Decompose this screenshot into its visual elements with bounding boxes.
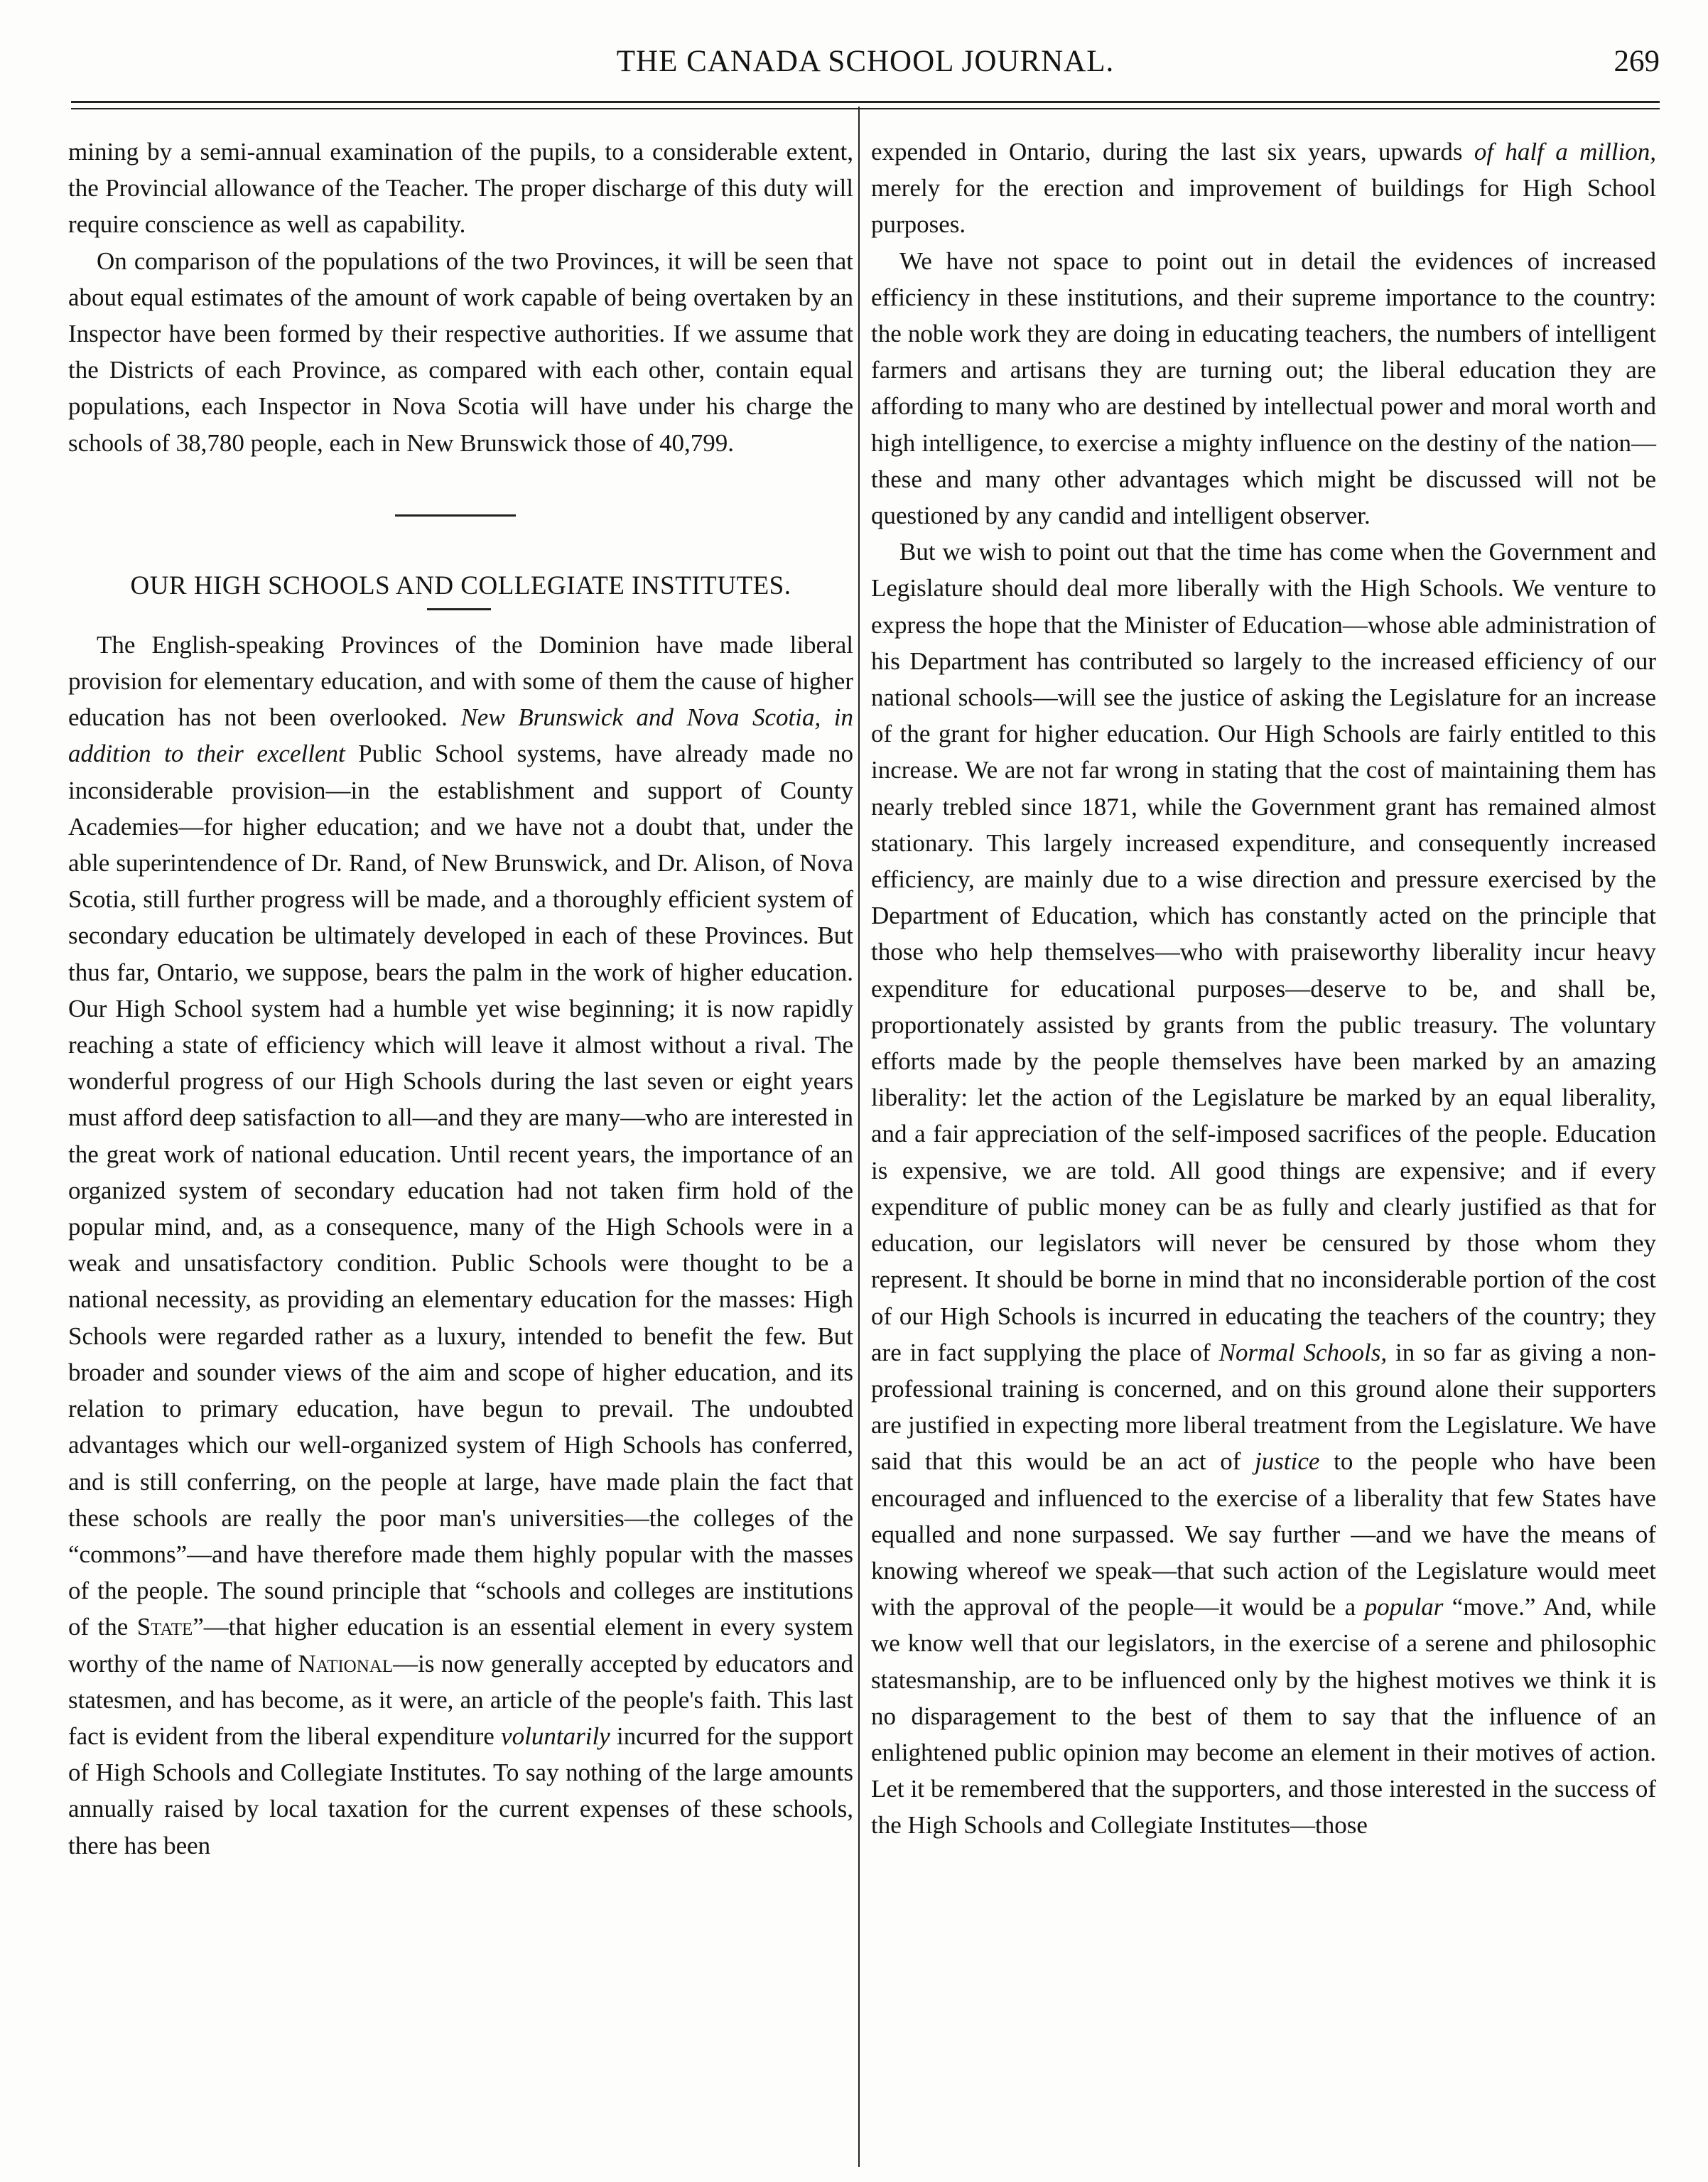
text-run: —is now generally accepted by educators and statesmen, and has become, as it were, an article of the people's faith. This last fact is evident from the liberal expenditure [68,1649,853,1750]
italic-run: voluntarily [501,1722,610,1750]
text-run: incurred for the support of High Schools and Collegiate Institutes. To say nothing of the large amounts annually raised by local taxation for the current expenses of these schools, there has been [68,1722,853,1859]
text-run: The English-speaking Provinces of the Dominion have made liberal provision for elementary education, and with some of them the cause of higher education has not been overlooked. [68,630,853,732]
page-header [71,44,1660,87]
paragraph-continued: mining by a semi-annual examination of the pupils, to a considerable extent, the Provincial allowance of the Teacher. The proper discharge of this duty will require conscience as well as capability. [68,138,853,239]
text-run: expended in Ontario, during the last six years, upwards [871,138,1474,166]
text-run: “move.” And, while we know well that our legislators, in the exercise of a serene and philosophic statesmanship, are to be influenced only by the highest motives we think it is no disparagement to the best of them to say that the influence of an enlightened public opinion may become an element in their motives of action. Let it be remembered that the supporters, and those interested in the success of the High Schools and Collegiate Institutes—those [871,1593,1656,1840]
text-run: in so far as giving a non-professional training is concerned, and on this ground alone their supporters are justified in expecting more liberal treatment from the Legislature. We have said that this would be an act of [871,1338,1656,1476]
right-column [871,134,1656,1844]
paragraph-continued [871,134,1656,243]
italic-run: of half a million, [1474,138,1656,166]
text-run: to the people who have been encouraged and influenced to the exercise of a liberality that few States have equalled and none surpassed. We say further —and we have the means of knowing whereof we speak—that such action of the Legislature would meet with the approval of the people—it would be a [871,1447,1656,1621]
running-title: THE CANADA SCHOOL JOURNAL. [616,45,1115,78]
italic-run: popular [1364,1593,1444,1621]
italic-run: New Brunswick and Nova Scotia, in addition to their excellent [68,703,853,768]
text-run: Public School systems, have already made no inconsiderable provision—in the establishment and support of County Academies—for higher education; and we have not a doubt that, under the able superintendence of Dr. Rand, of New Brunswick, and Dr. Alison, of Nova Scotia, still further progress will be made, and a thoroughly efficient system of secondary education be ultimately developed in each of these Provinces. But thus far, Ontario, we suppose, bears the palm in the work of higher education. Our High School system had a humble yet wise beginning; it is now rapidly reaching a state of efficiency which will leave it almost without a rival. The wonderful progress of our High Schools during the last seven or eight years must afford deep satisfaction to all—and they are many—who are interested in the great work of national education. Until recent years, the importance of an organized system of secondary education had not taken firm hold of the popular mind, and, as a consequence, many of the High Schools were in a weak and unsatisfactory condition. Public Schools were thought to be a national necessity, as providing an elementary education for the masses: High Schools were regarded rather as a luxury, intended to benefit the few. But broader and sounder views of the aim and scope of higher education, and its relation to primary education, have begun to prevail. The undoubted advantages which our well-organized system of High Schools has conferred, and is still conferring, on the people at large, have made plain the fact that these schools are really the poor man's universities—the colleges of the “commons”—and have therefore made them highly popular with the masses of the people. The sound principle that “schools and colleges are institutions of the [68,740,853,1641]
italic-run: justice [1255,1447,1320,1476]
text-run: ”—that higher education is an essential element in every system worthy of the name of [68,1613,853,1678]
text-run: But we wish to point out that the time has come when the Government and Legislature should deal more liberally with the High Schools. We venture to express the hope that the Minister of Education—whose able administration of his Department has contributed so largely to the increased efficiency of our national schools—will see the justice of asking the Legislature for an increase of the grant for higher education. Our High Schools are fairly entitled to this increase. We are not far wrong in stating that the cost of maintaining them has nearly trebled since 1871, while the Government grant has remained almost stationary. This largely increased expenditure, and consequently increased efficiency, are mainly due to a wise direction and pressure exercised by the Department of Education, which has constantly acted on the principle that those who help themselves—who with praiseworthy liberality incur heavy expenditure for educational purposes—deserve to be, and shall be, proportionately assisted by grants from the public treasury. The voluntary efforts made by the people themselves have been marked by an amazing liberality: let the action of the Legislature be marked by an equal liberality, and a fair appreciation of the self-imposed sacrifices of the people. Education is expensive, we are told. All good things are expensive; and if every expenditure of public money can be as fully and clearly justified as that for education, our legislators will never be censured by those whom they represent. It should be borne in mind that no inconsiderable portion of the cost of our High Schools is incurred in educating the teachers of the country; they are in fact supplying the place of [871,538,1656,1366]
heading-rule [68,604,853,627]
page-number: 269 [1614,45,1660,78]
header-rule [71,101,1660,103]
header-rule-secondary [71,108,1660,109]
small-caps-run: National [298,1649,394,1678]
column-divider [858,107,860,2167]
paragraph-high-schools [68,627,853,1864]
section-separator [68,461,853,568]
italic-run: Normal Schools, [1218,1338,1388,1366]
paragraph-populations: On comparison of the populations of the two Provinces, it will be seen that about equal estimates of the amount of work capable of being overtaken by an Inspector have been formed by their respective authorities. If we assume that the Districts of each Province, as compared with each other, contain equal populations, each Inspector in Nova Scotia will have under his charge the schools of 38,780 people, each in New Brunswick those of 40,799. [68,247,853,457]
paragraph-legislature [871,534,1656,1843]
left-column [68,134,853,1864]
small-caps-run: State [136,1613,193,1641]
paragraph-efficiency: We have not space to point out in detail the evidences of increased efficiency in these institutions, and their supreme importance to the country: the noble work they are doing in educating teachers, the numbers of intelligent farmers and artisans they are turning out; the liberal education they are affording to many who are destined by intellectual power and moral worth and high intelligence, to exercise a mighty influence on the destiny of the nation—these and many other advantages which might be discussed will not be questioned by any candid and intelligent observer. [871,247,1656,530]
section-heading: OUR HIGH SCHOOLS AND COLLEGIATE INSTITUTES. [130,571,791,600]
text-run: merely for the erection and improvement of buildings for High School purposes. [871,174,1656,239]
